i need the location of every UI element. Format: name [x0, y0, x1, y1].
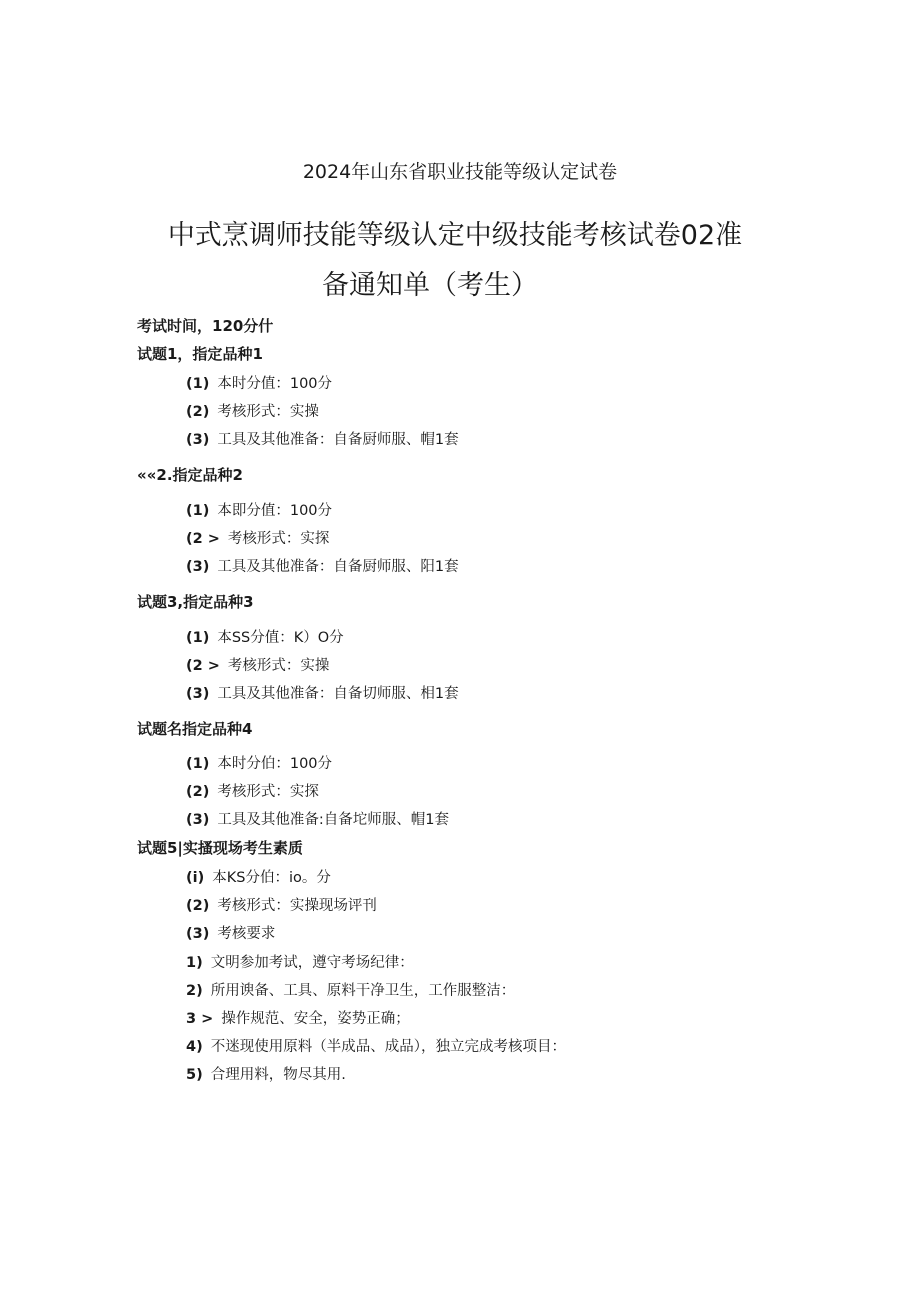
item-text: 本时分值：100分 — [217, 376, 333, 392]
list-item — [186, 527, 329, 548]
item-num: (i) — [186, 870, 205, 886]
item-num: (3) — [186, 559, 210, 575]
item-text: 考核形式：实操 — [217, 404, 319, 420]
exam-time: 考试时间，120分什 — [137, 317, 274, 335]
item-num: (3) — [186, 432, 210, 448]
list-item — [186, 951, 414, 972]
list-item — [186, 866, 331, 887]
list-item — [186, 752, 332, 773]
list-item — [186, 499, 332, 520]
item-text: 本时分伯：100分 — [217, 756, 333, 772]
list-item — [186, 1007, 410, 1028]
item-num: 1) — [186, 955, 203, 971]
item-text: 考核形式：实探 — [227, 531, 330, 547]
item-text: 文明参加考试，遵守考场纪律： — [210, 955, 414, 971]
section-2-heading: ««2.指定品种2 — [137, 466, 243, 484]
item-num: 3 > — [186, 1011, 214, 1027]
title-line-1: 中式烹调师技能等级认定中级技能考核试卷02准 — [167, 220, 743, 251]
list-item — [186, 922, 275, 943]
list-item — [186, 894, 377, 915]
item-num: (2) — [186, 404, 210, 420]
item-text: 合理用料，物尽其用. — [210, 1067, 346, 1083]
item-num: 4) — [186, 1039, 203, 1055]
item-text: 操作规范、安全，姿势正确； — [221, 1011, 410, 1027]
list-item — [186, 1063, 346, 1084]
item-num: (2) — [186, 898, 210, 914]
header: 2024年山东省职业技能等级认定试卷 — [302, 161, 618, 183]
item-num: (1) — [186, 503, 210, 519]
item-text: 不迷现使用原料（半成品、成品），独立完成考核项目： — [210, 1039, 566, 1055]
list-item — [186, 979, 515, 1000]
section-5-heading: 试题5|实搔现场考生素质 — [137, 839, 303, 857]
list-item — [186, 654, 329, 675]
item-text: 考核形式：实操现场评刊 — [217, 898, 377, 914]
item-num: (1) — [186, 376, 210, 392]
item-num: (3) — [186, 812, 210, 828]
item-text: 本SS分值：K）O分 — [217, 630, 344, 646]
item-text: 考核形式：实探 — [217, 784, 319, 800]
item-text: 考核形式：实操 — [227, 658, 330, 674]
item-num: 2) — [186, 983, 203, 999]
list-item — [186, 626, 344, 647]
item-text: 本即分值：100分 — [217, 503, 333, 519]
list-item — [186, 400, 319, 421]
item-text: 所用谀备、工具、原料干净卫生，工作服整洁： — [210, 983, 516, 999]
list-item — [186, 780, 319, 801]
section-1-heading: 试题1，指定品种1 — [137, 345, 263, 363]
item-text: 工具及其他准备：自备切师服、相1套 — [217, 686, 459, 702]
item-text: 工具及其他准备：自备厨师服、阳1套 — [217, 559, 459, 575]
item-num: (3) — [186, 926, 210, 942]
item-num: (2 > — [186, 658, 220, 674]
item-text: 本KS分伯：io。分 — [212, 870, 331, 886]
item-text: 考核要求 — [217, 926, 276, 942]
title-line-2: 备通知单（考生） — [322, 270, 538, 301]
item-num: (1) — [186, 756, 210, 772]
section-3-heading: 试题3,指定品种3 — [137, 593, 254, 611]
list-item — [186, 555, 459, 576]
item-text: 工具及其他准备:自备坨师服、帽1套 — [217, 812, 449, 828]
list-item — [186, 1035, 566, 1056]
item-num: (2) — [186, 784, 210, 800]
list-item — [186, 372, 332, 393]
item-num: 5) — [186, 1067, 203, 1083]
item-num: (1) — [186, 630, 210, 646]
list-item — [186, 682, 459, 703]
item-num: (3) — [186, 686, 210, 702]
item-text: 工具及其他准备：自备厨师服、帽1套 — [217, 432, 459, 448]
section-4-heading: 试题名指定品种4 — [137, 720, 253, 738]
list-item — [186, 428, 459, 449]
list-item — [186, 808, 449, 829]
item-num: (2 > — [186, 531, 220, 547]
